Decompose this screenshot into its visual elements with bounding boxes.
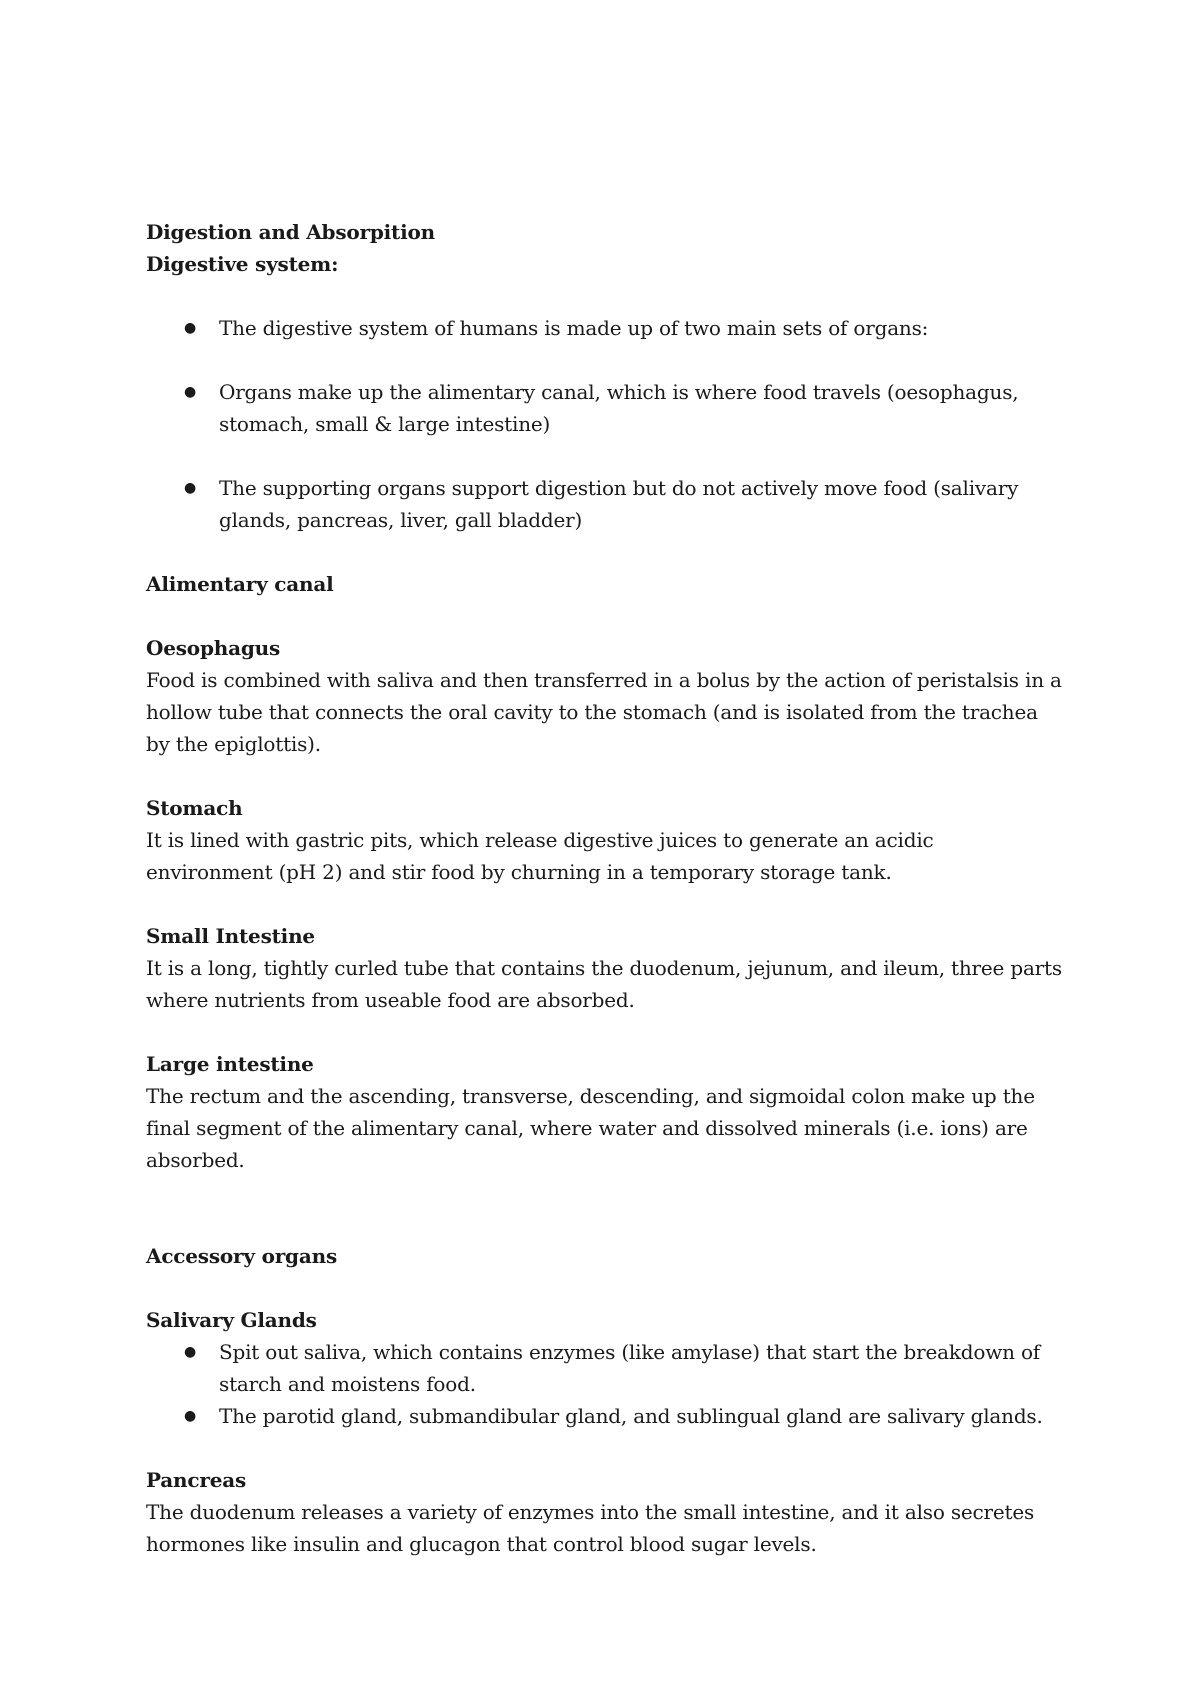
digestive-system-list <box>146 472 1066 536</box>
list-item-text: The supporting organs support digestion but do not actively move food (salivary glands, pancreas, liver, gall bladder) <box>219 476 1019 532</box>
bullet-icon: ● <box>184 1344 197 1360</box>
digestive-system-list <box>146 376 1066 440</box>
bullet-icon: ● <box>184 1408 197 1424</box>
list-item-text: Spit out saliva, which contains enzymes (like amylase) that start the breakdown of starch and moistens food. <box>219 1340 1041 1396</box>
list-item-text: The parotid gland, submandibular gland, and sublingual gland are salivary glands. <box>219 1404 1043 1428</box>
small-intestine-text: It is a long, tightly curled tube that contains the duodenum, jejunum, and ileum, three parts where nutrients from useable food are absorbed. <box>146 956 1062 1012</box>
digestive-system-heading: Digestive system: <box>146 252 339 276</box>
large-intestine-heading: Large intestine <box>146 1052 314 1076</box>
bullet-icon: ● <box>184 384 197 400</box>
bullet-icon: ● <box>184 320 197 336</box>
salivary-glands-heading: Salivary Glands <box>146 1308 317 1332</box>
salivary-glands-list <box>146 1336 1066 1432</box>
stomach-text: It is lined with gastric pits, which release digestive juices to generate an acidic environment (pH 2) and stir food by churning in a temporary storage tank. <box>146 828 934 884</box>
list-item-text: The digestive system of humans is made up of two main sets of organs: <box>219 316 929 340</box>
list-item <box>146 376 1066 440</box>
list-item <box>146 312 1066 344</box>
list-item-text: Organs make up the alimentary canal, which is where food travels (oesophagus, stomach, small & large intestine) <box>219 380 1019 436</box>
bullet-icon: ● <box>184 480 197 496</box>
large-intestine-text: The rectum and the ascending, transverse, descending, and sigmoidal colon make up the final segment of the alimentary canal, where water and dissolved minerals (i.e. ions) are absorbed. <box>146 1084 1035 1172</box>
document-page <box>146 216 1066 1560</box>
oesophagus-heading: Oesophagus <box>146 636 281 660</box>
alimentary-canal-heading: Alimentary canal <box>146 572 334 596</box>
pancreas-heading: Pancreas <box>146 1468 247 1492</box>
digestive-system-list <box>146 312 1066 344</box>
small-intestine-heading: Small Intestine <box>146 924 315 948</box>
list-item <box>146 1336 1066 1400</box>
list-item <box>146 472 1066 536</box>
doc-title: Digestion and Absorpition <box>146 220 435 244</box>
stomach-heading: Stomach <box>146 796 243 820</box>
pancreas-text: The duodenum releases a variety of enzymes into the small intestine, and it also secretes hormones like insulin and glucagon that control blood sugar levels. <box>146 1500 1035 1556</box>
list-item <box>146 1400 1066 1432</box>
accessory-organs-heading: Accessory organs <box>146 1244 337 1268</box>
oesophagus-text: Food is combined with saliva and then transferred in a bolus by the action of peristalsis in a hollow tube that connects the oral cavity to the stomach (and is isolated from the trachea by the epiglottis). <box>146 668 1062 756</box>
